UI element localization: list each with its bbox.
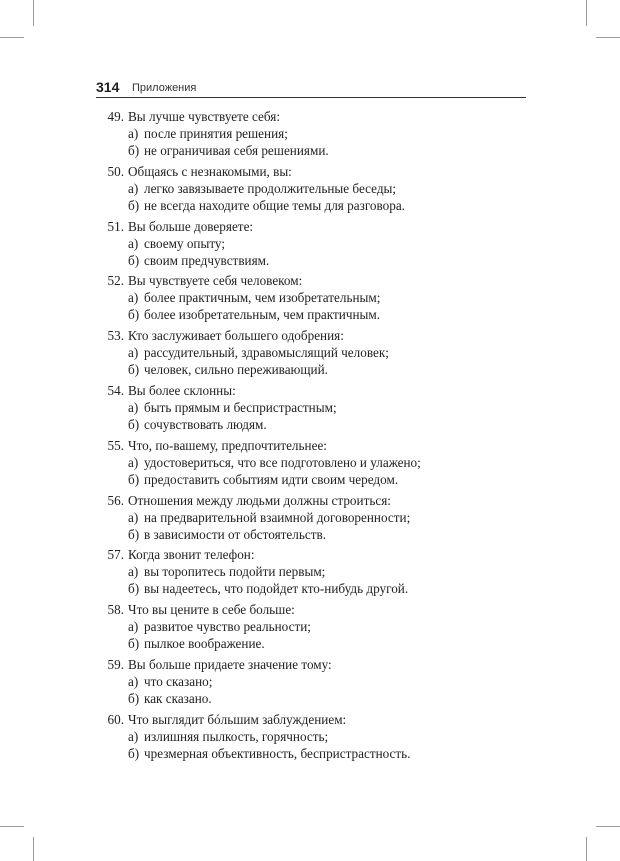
option-label: а) [128,180,139,196]
option-b [96,745,526,763]
question-line [96,601,526,619]
option-label: а) [128,345,139,361]
option-text: не всегда находите общие темы для разговора. [144,197,405,213]
option-label: а) [128,454,139,470]
option-a [96,344,526,362]
option-label: а) [128,619,139,635]
option-text: сочувствовать людям. [144,416,267,432]
option-label: б) [128,197,140,213]
question-line [96,218,526,236]
question-number: 59. [107,656,124,672]
question-line [96,656,526,674]
option-label: а) [128,673,139,689]
option-label: б) [128,362,140,378]
option-text: как сказано. [144,690,212,706]
question-number: 56. [107,492,124,508]
option-text: вы надеетесь, что подойдет кто-нибудь другой. [144,581,409,597]
running-header [96,79,526,98]
option-a [96,180,526,198]
option-b [96,526,526,544]
question-number: 60. [107,711,124,727]
option-text: более изобретательным, чем практичным. [144,307,381,323]
option-label: а) [128,564,139,580]
question-item [96,272,526,327]
question-line [96,108,526,126]
option-a [96,618,526,636]
option-b [96,580,526,598]
option-label: б) [128,252,140,268]
crop-mark-top-left [33,0,34,26]
option-label: а) [128,290,139,306]
question-line [96,492,526,510]
option-text: пылкое воображение. [144,636,265,652]
option-label: а) [128,728,139,744]
option-label: б) [128,581,140,597]
question-number: 58. [107,602,124,618]
question-item [96,711,526,766]
option-text: в зависимости от обстоятельств. [144,526,327,542]
crop-mark-bottom-right [596,826,620,827]
question-text: Что, по-вашему, предпочтительнее: [128,437,327,453]
question-text: Когда звонит телефон: [128,547,255,563]
option-text: своему опыту; [144,235,226,251]
option-b [96,142,526,160]
option-label: б) [128,745,140,761]
option-text: чрезмерная объективность, беспристрастность. [144,745,411,761]
option-text: не ограничивая себя решениями. [144,143,329,158]
crop-mark-top-right [586,0,587,26]
option-b [96,635,526,653]
option-text: что сказано; [144,673,213,689]
question-item [96,163,526,218]
option-label: б) [128,143,140,158]
option-a [96,509,526,527]
question-text: Что выглядит бóльшим заблуждением: [128,711,347,727]
question-text: Вы лучше чувствуете себя: [128,109,280,124]
option-a [96,125,526,143]
question-item [96,382,526,437]
option-b [96,471,526,489]
crop-mark-top-left [0,37,24,38]
question-list [96,108,526,766]
question-line [96,272,526,290]
option-text: быть прямым и беспристрастным; [144,399,337,415]
question-item [96,327,526,382]
option-text: развитое чувство реальности; [144,619,311,635]
option-a [96,454,526,472]
question-number: 54. [107,382,124,398]
option-text: вы торопитесь подойти первым; [144,564,326,580]
question-line [96,711,526,729]
question-line [96,437,526,455]
option-b [96,361,526,379]
option-a [96,235,526,253]
option-label: а) [128,509,139,525]
option-label: б) [128,526,140,542]
option-b [96,197,526,215]
option-text: своим предчувствиям. [144,252,270,268]
question-line [96,163,526,181]
option-b [96,252,526,270]
question-number: 57. [107,547,124,563]
question-text: Вы больше доверяете: [128,218,254,234]
crop-mark-top-right [596,37,620,38]
question-number: 55. [107,437,124,453]
option-a [96,673,526,691]
option-text: излишняя пылкость, горячность; [144,728,329,744]
section-title: Приложения [132,82,197,94]
option-label: б) [128,690,140,706]
question-item [96,492,526,547]
question-item [96,218,526,273]
question-text: Кто заслуживает большего одобрения: [128,328,344,344]
option-b [96,306,526,324]
crop-mark-bottom-left [0,826,24,827]
option-label: а) [128,399,139,415]
question-line [96,327,526,345]
option-text: предоставить событиям идти своим чередом. [144,471,399,487]
option-label: а) [128,126,139,141]
question-item [96,601,526,656]
option-text: более практичным, чем изобретательным; [144,290,381,306]
option-label: б) [128,636,140,652]
option-text: человек, сильно переживающий. [144,362,328,378]
question-number: 52. [107,273,124,289]
option-label: б) [128,416,140,432]
option-a [96,289,526,307]
question-text: Вы более склонны: [128,382,236,398]
crop-mark-bottom-right [586,837,587,861]
question-item [96,546,526,601]
option-text: после принятия решения; [144,126,288,141]
question-number: 53. [107,328,124,344]
option-text: легко завязываете продолжительные беседы; [144,180,397,196]
question-item [96,108,526,163]
question-item [96,437,526,492]
crop-mark-bottom-left [33,837,34,861]
question-line [96,382,526,400]
option-a [96,728,526,746]
question-text: Вы чувствуете себя человеком: [128,273,303,289]
question-text: Отношения между людьми должны строиться: [128,492,391,508]
question-text: Вы больше придаете значение тому: [128,656,332,672]
question-text: Общаясь с незнакомыми, вы: [128,163,292,179]
option-a [96,563,526,581]
option-label: а) [128,235,139,251]
option-label: б) [128,307,140,323]
question-number: 51. [107,218,124,234]
option-a [96,399,526,417]
question-number: 49. [107,109,124,124]
option-text: на предварительной взаимной договоренности; [144,509,411,525]
option-text: рассудительный, здравомыслящий человек; [144,345,389,361]
option-b [96,416,526,434]
page-number: 314 [96,79,120,95]
question-text: Что вы цените в себе больше: [128,602,295,618]
question-number: 50. [107,163,124,179]
option-label: б) [128,471,140,487]
option-text: удостовериться, что все подготовлено и улажено; [144,454,421,470]
question-item [96,656,526,711]
option-b [96,690,526,708]
question-line [96,546,526,564]
